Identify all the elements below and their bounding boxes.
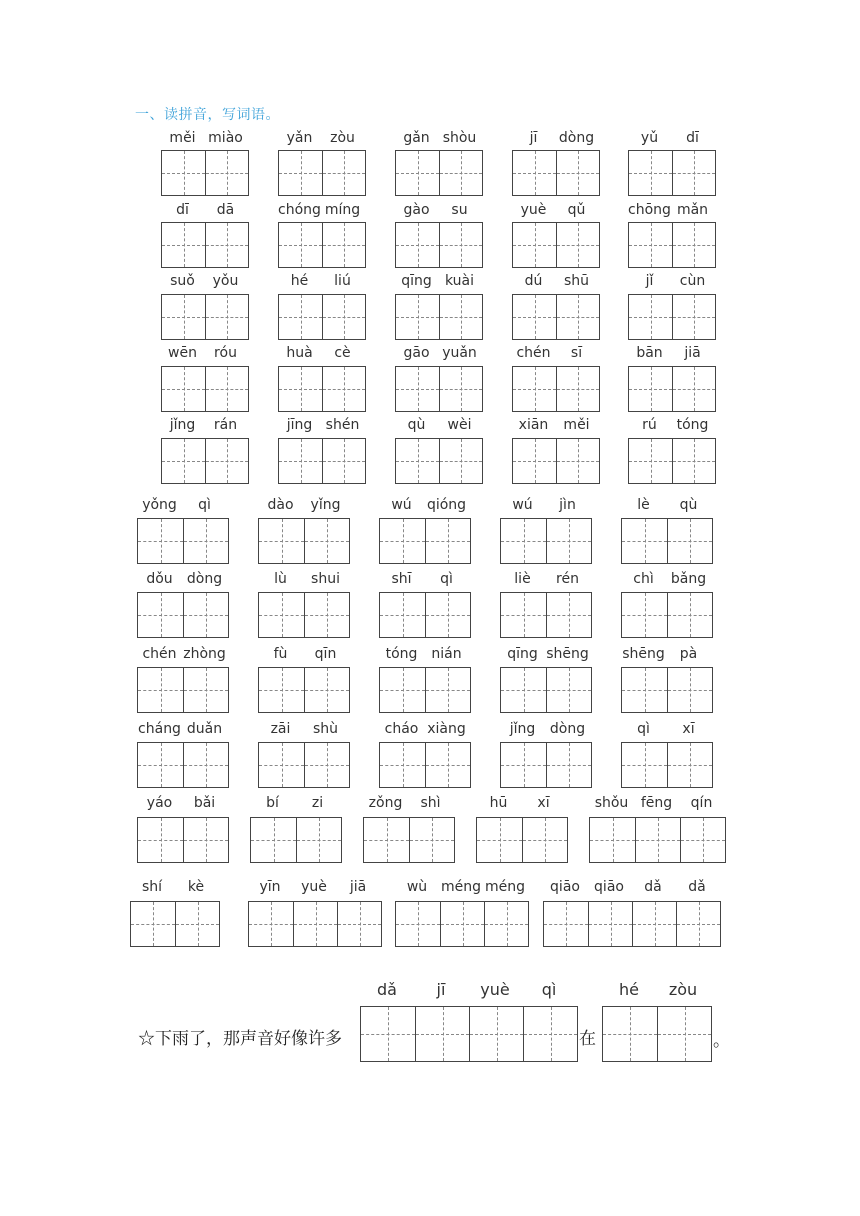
writing-cell[interactable] xyxy=(162,151,205,195)
character-boxes[interactable] xyxy=(395,438,483,484)
writing-cell[interactable] xyxy=(361,1007,415,1061)
writing-cell[interactable] xyxy=(469,1007,523,1061)
character-boxes[interactable] xyxy=(589,817,726,863)
pinyin-syllable: qiāo xyxy=(550,879,580,895)
writing-cell[interactable] xyxy=(629,439,672,483)
writing-cell[interactable] xyxy=(205,367,248,411)
writing-cell[interactable] xyxy=(501,743,546,787)
character-boxes[interactable] xyxy=(278,150,366,196)
pinyin-syllable: dǎ xyxy=(644,879,662,895)
writing-cell[interactable] xyxy=(425,668,470,712)
pinyin-syllable: jìn xyxy=(559,497,576,513)
character-boxes[interactable] xyxy=(278,438,366,484)
character-boxes[interactable] xyxy=(161,366,249,412)
writing-cell[interactable] xyxy=(546,668,591,712)
pinyin-syllable: dǎ xyxy=(377,980,397,999)
writing-cell[interactable] xyxy=(138,593,183,637)
writing-cell[interactable] xyxy=(396,151,439,195)
writing-cell[interactable] xyxy=(556,295,599,339)
pinyin-syllable: cháng xyxy=(138,721,181,737)
writing-cell[interactable] xyxy=(556,439,599,483)
writing-cell[interactable] xyxy=(183,743,228,787)
writing-cell[interactable] xyxy=(622,743,667,787)
pinyin-syllable: jiā xyxy=(684,345,701,361)
pinyin-syllable: chóng xyxy=(278,202,321,218)
character-boxes[interactable] xyxy=(500,518,592,564)
sentence-character-boxes[interactable] xyxy=(360,1006,578,1062)
pinyin-syllable: wú xyxy=(391,497,412,513)
pinyin-syllable: jǐ xyxy=(645,273,654,289)
character-boxes[interactable] xyxy=(258,667,350,713)
character-boxes[interactable] xyxy=(379,518,471,564)
pinyin-syllable: dòng xyxy=(549,721,586,737)
writing-cell[interactable] xyxy=(672,439,715,483)
writing-cell[interactable] xyxy=(632,902,676,946)
writing-cell[interactable] xyxy=(672,223,715,267)
writing-cell[interactable] xyxy=(440,902,484,946)
sentence-prefix: ☆下雨了，那声音好像许多 xyxy=(138,1029,342,1049)
writing-cell[interactable] xyxy=(667,593,712,637)
writing-cell[interactable] xyxy=(396,439,439,483)
character-boxes[interactable] xyxy=(130,901,220,947)
sentence-character-boxes[interactable] xyxy=(602,1006,712,1062)
writing-cell[interactable] xyxy=(544,902,588,946)
character-boxes[interactable] xyxy=(137,592,229,638)
writing-cell[interactable] xyxy=(409,818,454,862)
character-boxes[interactable] xyxy=(258,742,350,788)
pinyin-syllable: dǎ xyxy=(688,879,706,895)
writing-cell[interactable] xyxy=(205,151,248,195)
writing-cell[interactable] xyxy=(556,223,599,267)
character-boxes[interactable] xyxy=(512,222,600,268)
pinyin-syllable: yǐng xyxy=(310,497,341,513)
writing-cell[interactable] xyxy=(556,151,599,195)
pinyin-syllable: gǎn xyxy=(403,130,430,146)
pinyin-syllable: qióng xyxy=(426,497,467,513)
pinyin-syllable: fù xyxy=(273,646,288,662)
character-boxes[interactable] xyxy=(628,294,716,340)
writing-cell[interactable] xyxy=(259,668,304,712)
pinyin-syllable: zhòng xyxy=(183,646,226,662)
pinyin-syllable: méng xyxy=(484,879,526,895)
writing-cell[interactable] xyxy=(672,367,715,411)
writing-cell[interactable] xyxy=(322,367,365,411)
writing-cell[interactable] xyxy=(396,367,439,411)
writing-cell[interactable] xyxy=(629,295,672,339)
writing-cell[interactable] xyxy=(183,818,228,862)
pinyin-syllable: zòu xyxy=(668,980,698,999)
pinyin-syllable: qì xyxy=(440,571,453,587)
writing-cell[interactable] xyxy=(138,818,183,862)
writing-cell[interactable] xyxy=(162,439,205,483)
writing-cell[interactable] xyxy=(138,743,183,787)
character-boxes[interactable] xyxy=(476,817,568,863)
character-boxes[interactable] xyxy=(161,294,249,340)
pinyin-syllable: cùn xyxy=(679,273,706,289)
sentence-middle: 在 xyxy=(579,1029,596,1049)
pinyin-syllable: sī xyxy=(570,345,583,361)
sentence-suffix: 。 xyxy=(713,1031,730,1051)
pinyin-syllable: fēng xyxy=(640,795,673,811)
writing-cell[interactable] xyxy=(501,519,546,563)
writing-cell[interactable] xyxy=(629,151,672,195)
pinyin-syllable: duǎn xyxy=(186,721,223,737)
pinyin-syllable: wú xyxy=(512,497,533,513)
character-boxes[interactable] xyxy=(250,817,342,863)
pinyin-syllable: zòu xyxy=(330,130,355,146)
character-boxes[interactable] xyxy=(137,817,229,863)
pinyin-syllable: nián xyxy=(431,646,462,662)
pinyin-syllable: kuài xyxy=(444,273,475,289)
character-boxes[interactable] xyxy=(628,222,716,268)
writing-cell[interactable] xyxy=(629,223,672,267)
pinyin-syllable: wèi xyxy=(447,417,472,433)
pinyin-syllable: cè xyxy=(334,345,351,361)
character-boxes[interactable] xyxy=(500,592,592,638)
pinyin-syllable: bǎi xyxy=(193,795,216,811)
writing-cell[interactable] xyxy=(205,223,248,267)
writing-cell[interactable] xyxy=(667,519,712,563)
character-boxes[interactable] xyxy=(512,438,600,484)
pinyin-syllable: hé xyxy=(290,273,309,289)
character-boxes[interactable] xyxy=(395,150,483,196)
writing-cell[interactable] xyxy=(425,743,470,787)
writing-cell[interactable] xyxy=(439,367,482,411)
writing-cell[interactable] xyxy=(183,519,228,563)
character-boxes[interactable] xyxy=(395,294,483,340)
pinyin-syllable: chōng xyxy=(628,202,671,218)
character-boxes[interactable] xyxy=(278,222,366,268)
writing-cell[interactable] xyxy=(304,743,349,787)
writing-cell[interactable] xyxy=(477,818,522,862)
pinyin-syllable: jǐng xyxy=(169,417,196,433)
character-boxes[interactable] xyxy=(628,366,716,412)
pinyin-syllable: tóng xyxy=(385,646,418,662)
section-heading: 一、读拼音，写词语。 xyxy=(135,107,280,123)
pinyin-syllable: xī xyxy=(537,795,550,811)
writing-cell[interactable] xyxy=(380,668,425,712)
character-boxes[interactable] xyxy=(137,518,229,564)
pinyin-syllable: měi xyxy=(563,417,590,433)
pinyin-syllable: dǒu xyxy=(146,571,173,587)
writing-cell[interactable] xyxy=(380,519,425,563)
writing-cell[interactable] xyxy=(131,902,175,946)
pinyin-syllable: qīn xyxy=(314,646,337,662)
character-boxes[interactable] xyxy=(137,667,229,713)
character-boxes[interactable] xyxy=(621,518,713,564)
pinyin-syllable: xiàng xyxy=(427,721,466,737)
writing-cell[interactable] xyxy=(676,902,720,946)
character-boxes[interactable] xyxy=(379,742,471,788)
writing-cell[interactable] xyxy=(590,818,635,862)
writing-cell[interactable] xyxy=(439,295,482,339)
pinyin-syllable: yuè xyxy=(520,202,547,218)
pinyin-syllable: shēng xyxy=(546,646,589,662)
pinyin-syllable: shòu xyxy=(442,130,477,146)
writing-cell[interactable] xyxy=(546,593,591,637)
pinyin-syllable: shì xyxy=(420,795,441,811)
pinyin-syllable: jiā xyxy=(349,879,367,895)
pinyin-syllable: qīng xyxy=(507,646,538,662)
writing-cell[interactable] xyxy=(296,818,341,862)
writing-cell[interactable] xyxy=(304,593,349,637)
pinyin-syllable: pà xyxy=(679,646,698,662)
writing-cell[interactable] xyxy=(364,818,409,862)
pinyin-syllable: zi xyxy=(311,795,324,811)
pinyin-syllable: cháo xyxy=(384,721,419,737)
writing-cell[interactable] xyxy=(396,223,439,267)
pinyin-syllable: mǎn xyxy=(676,202,709,218)
writing-cell[interactable] xyxy=(279,439,322,483)
writing-cell[interactable] xyxy=(322,295,365,339)
pinyin-syllable: qiāo xyxy=(594,879,624,895)
writing-cell[interactable] xyxy=(138,519,183,563)
writing-cell[interactable] xyxy=(513,367,556,411)
pinyin-syllable: shù xyxy=(312,721,339,737)
writing-cell[interactable] xyxy=(425,519,470,563)
pinyin-syllable: shén xyxy=(325,417,360,433)
pinyin-syllable: chì xyxy=(633,571,654,587)
pinyin-syllable: qù xyxy=(679,497,698,513)
pinyin-syllable: xiān xyxy=(518,417,549,433)
character-boxes[interactable] xyxy=(621,742,713,788)
pinyin-syllable: shui xyxy=(311,571,340,587)
pinyin-syllable: rán xyxy=(213,417,238,433)
writing-cell[interactable] xyxy=(279,151,322,195)
pinyin-syllable: yuǎn xyxy=(442,345,477,361)
pinyin-syllable: shū xyxy=(563,273,590,289)
pinyin-syllable: dā xyxy=(216,202,235,218)
pinyin-syllable: gào xyxy=(403,202,430,218)
writing-cell[interactable] xyxy=(680,818,725,862)
character-boxes[interactable] xyxy=(258,592,350,638)
character-boxes[interactable] xyxy=(248,901,382,947)
writing-cell[interactable] xyxy=(513,223,556,267)
writing-cell[interactable] xyxy=(635,818,680,862)
pinyin-syllable: lè xyxy=(637,497,650,513)
character-boxes[interactable] xyxy=(379,592,471,638)
writing-cell[interactable] xyxy=(622,519,667,563)
pinyin-syllable: jī xyxy=(529,130,538,146)
writing-cell[interactable] xyxy=(380,743,425,787)
pinyin-syllable: shǒu xyxy=(594,795,629,811)
writing-cell[interactable] xyxy=(622,593,667,637)
writing-cell[interactable] xyxy=(162,223,205,267)
character-boxes[interactable] xyxy=(395,366,483,412)
writing-cell[interactable] xyxy=(657,1007,711,1061)
writing-cell[interactable] xyxy=(513,439,556,483)
writing-cell[interactable] xyxy=(439,223,482,267)
writing-cell[interactable] xyxy=(205,295,248,339)
pinyin-syllable: yuè xyxy=(480,980,510,999)
writing-cell[interactable] xyxy=(546,519,591,563)
writing-cell[interactable] xyxy=(522,818,567,862)
pinyin-syllable: bān xyxy=(636,345,663,361)
writing-cell[interactable] xyxy=(304,668,349,712)
pinyin-syllable: wù xyxy=(406,879,428,895)
pinyin-syllable: shēng xyxy=(622,646,665,662)
writing-cell[interactable] xyxy=(622,668,667,712)
character-boxes[interactable] xyxy=(278,294,366,340)
pinyin-syllable: qīng xyxy=(401,273,432,289)
writing-cell[interactable] xyxy=(162,367,205,411)
writing-cell[interactable] xyxy=(672,295,715,339)
pinyin-syllable: yǎn xyxy=(286,130,313,146)
writing-cell[interactable] xyxy=(183,668,228,712)
writing-cell[interactable] xyxy=(513,295,556,339)
pinyin-syllable: yuè xyxy=(301,879,327,895)
writing-cell[interactable] xyxy=(183,593,228,637)
character-boxes[interactable] xyxy=(363,817,455,863)
pinyin-syllable: yáo xyxy=(146,795,173,811)
character-boxes[interactable] xyxy=(137,742,229,788)
writing-cell[interactable] xyxy=(259,743,304,787)
pinyin-syllable: gāo xyxy=(403,345,430,361)
writing-cell[interactable] xyxy=(279,367,322,411)
writing-cell[interactable] xyxy=(523,1007,577,1061)
writing-cell[interactable] xyxy=(251,818,296,862)
pinyin-syllable: qù xyxy=(407,417,426,433)
writing-cell[interactable] xyxy=(322,223,365,267)
pinyin-syllable: chén xyxy=(142,646,177,662)
pinyin-syllable: hé xyxy=(619,980,639,999)
pinyin-syllable: tóng xyxy=(676,417,709,433)
pinyin-syllable: dī xyxy=(686,130,699,146)
writing-cell[interactable] xyxy=(279,223,322,267)
character-boxes[interactable] xyxy=(161,438,249,484)
pinyin-syllable: hū xyxy=(489,795,508,811)
pinyin-syllable: yīn xyxy=(259,879,281,895)
writing-cell[interactable] xyxy=(588,902,632,946)
writing-cell[interactable] xyxy=(175,902,219,946)
writing-cell[interactable] xyxy=(629,367,672,411)
character-boxes[interactable] xyxy=(628,150,716,196)
writing-cell[interactable] xyxy=(380,593,425,637)
character-boxes[interactable] xyxy=(395,901,529,947)
character-boxes[interactable] xyxy=(512,150,600,196)
pinyin-syllable: qín xyxy=(690,795,713,811)
writing-cell[interactable] xyxy=(293,902,337,946)
pinyin-syllable: bǎng xyxy=(670,571,707,587)
character-boxes[interactable] xyxy=(500,667,592,713)
pinyin-syllable: miào xyxy=(208,130,243,146)
writing-cell[interactable] xyxy=(396,295,439,339)
pinyin-syllable: jǐng xyxy=(509,721,536,737)
writing-cell[interactable] xyxy=(396,902,440,946)
pinyin-syllable: liè xyxy=(514,571,531,587)
pinyin-syllable: kè xyxy=(187,879,205,895)
writing-cell[interactable] xyxy=(259,519,304,563)
writing-cell[interactable] xyxy=(513,151,556,195)
pinyin-syllable: dòng xyxy=(558,130,595,146)
writing-cell[interactable] xyxy=(249,902,293,946)
character-boxes[interactable] xyxy=(512,366,600,412)
pinyin-syllable: qì xyxy=(541,980,557,999)
pinyin-syllable: dú xyxy=(524,273,543,289)
pinyin-syllable: qì xyxy=(637,721,650,737)
character-boxes[interactable] xyxy=(258,518,350,564)
pinyin-syllable: zǒng xyxy=(368,795,403,811)
writing-cell[interactable] xyxy=(501,668,546,712)
writing-cell[interactable] xyxy=(556,367,599,411)
pinyin-syllable: qì xyxy=(198,497,211,513)
pinyin-syllable: róu xyxy=(214,345,237,361)
pinyin-syllable: rú xyxy=(642,417,657,433)
pinyin-syllable: zāi xyxy=(270,721,291,737)
writing-cell[interactable] xyxy=(603,1007,657,1061)
pinyin-syllable: jīng xyxy=(286,417,313,433)
writing-cell[interactable] xyxy=(162,295,205,339)
pinyin-syllable: bí xyxy=(266,795,279,811)
pinyin-syllable: chén xyxy=(516,345,551,361)
pinyin-syllable: shí xyxy=(141,879,163,895)
character-boxes[interactable] xyxy=(512,294,600,340)
writing-cell[interactable] xyxy=(279,295,322,339)
character-boxes[interactable] xyxy=(621,592,713,638)
writing-cell[interactable] xyxy=(304,519,349,563)
character-boxes[interactable] xyxy=(161,150,249,196)
character-boxes[interactable] xyxy=(161,222,249,268)
character-boxes[interactable] xyxy=(500,742,592,788)
pinyin-syllable: lù xyxy=(274,571,287,587)
pinyin-syllable: yǔ xyxy=(640,130,659,146)
pinyin-syllable: dī xyxy=(176,202,189,218)
writing-cell[interactable] xyxy=(439,151,482,195)
pinyin-syllable: xī xyxy=(682,721,695,737)
writing-cell[interactable] xyxy=(415,1007,469,1061)
pinyin-syllable: huà xyxy=(286,345,313,361)
pinyin-syllable: rén xyxy=(556,571,579,587)
writing-cell[interactable] xyxy=(138,668,183,712)
character-boxes[interactable] xyxy=(379,667,471,713)
pinyin-syllable: dòng xyxy=(186,571,223,587)
pinyin-syllable: suǒ xyxy=(170,273,195,289)
writing-cell[interactable] xyxy=(546,743,591,787)
pinyin-syllable: měi xyxy=(169,130,196,146)
writing-cell[interactable] xyxy=(259,593,304,637)
writing-cell[interactable] xyxy=(205,439,248,483)
character-boxes[interactable] xyxy=(278,366,366,412)
pinyin-syllable: jī xyxy=(436,980,446,999)
writing-cell[interactable] xyxy=(672,151,715,195)
character-boxes[interactable] xyxy=(543,901,721,947)
pinyin-syllable: qǔ xyxy=(567,202,586,218)
pinyin-syllable: wēn xyxy=(168,345,197,361)
pinyin-syllable: su xyxy=(451,202,468,218)
writing-cell[interactable] xyxy=(425,593,470,637)
pinyin-syllable: yǒng xyxy=(142,497,177,513)
writing-cell[interactable] xyxy=(667,743,712,787)
character-boxes[interactable] xyxy=(621,667,713,713)
writing-cell[interactable] xyxy=(484,902,528,946)
pinyin-syllable: míng xyxy=(324,202,361,218)
writing-cell[interactable] xyxy=(337,902,381,946)
writing-cell[interactable] xyxy=(439,439,482,483)
pinyin-syllable: dào xyxy=(267,497,294,513)
writing-cell[interactable] xyxy=(501,593,546,637)
writing-cell[interactable] xyxy=(322,151,365,195)
pinyin-syllable: yǒu xyxy=(212,273,239,289)
pinyin-syllable: shī xyxy=(391,571,412,587)
writing-cell[interactable] xyxy=(667,668,712,712)
writing-cell[interactable] xyxy=(322,439,365,483)
character-boxes[interactable] xyxy=(628,438,716,484)
pinyin-syllable: méng xyxy=(440,879,482,895)
character-boxes[interactable] xyxy=(395,222,483,268)
pinyin-syllable: liú xyxy=(334,273,351,289)
